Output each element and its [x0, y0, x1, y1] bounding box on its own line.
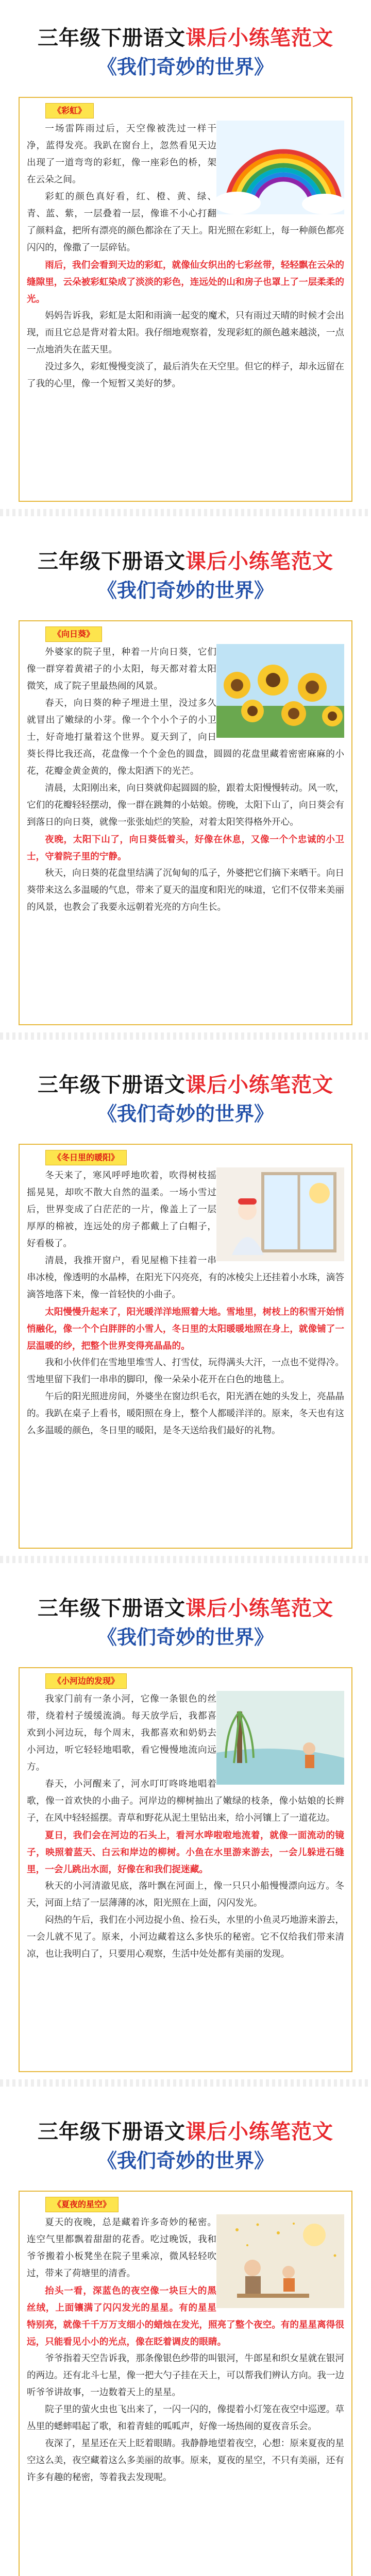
header-grade: 三年级下册语文: [38, 2120, 185, 2144]
essay-title-badge: 《夏夜的星空》: [45, 2197, 119, 2212]
header-type: 课后小练笔范文: [185, 549, 333, 573]
paragraph-1: 冬天来了，寒风呼呼地吹着，吹得树枝摇摇晃晃，却吹不散大自然的温柔。一场小雪过后，世界变成了白茫茫的一片，像盖上了一层厚厚的棉被，连远处的房子都戴上了白帽子，好看极了。: [27, 1171, 216, 1249]
paragraph-3: 太阳慢慢升起来了，阳光暖洋洋地照着大地。雪地里，树枝上的积雪开始悄悄融化，像一个个白胖胖的小雪人，冬日里的太阳暖暖地照在身上，就像铺了一层温暖的纱，把整个世界变得亮晶晶的。: [27, 1307, 344, 1351]
header-grade: 三年级下册语文: [38, 1073, 185, 1097]
paragraph-5: 没过多久，彩虹慢慢变淡了，最后消失在天空里。但它的样子，却永远留在了我的心里，像一个短暂又美好的梦。: [27, 362, 344, 389]
rainbow-illustration: [216, 121, 344, 214]
paragraph-3: 清晨，太阳刚出来，向日葵就仰起圆圆的脸，跟着太阳慢慢转动。风一吹，它们的花瓣轻轻摆动，像一群在跳舞的小姑娘。傍晚，太阳下山了，向日葵会有到落日的向日葵，就像一张张灿烂的笑脸，对着太阳笑得格外开心。: [27, 783, 344, 827]
paragraph-2: 清晨，我推开窗户，看见屋檐下挂着一串串冰棱，像透明的水晶棒，在阳光下闪亮亮，有的冰棱尖上还挂着小水珠，滴答滴答地落下来，像一首轻快的小曲子。: [27, 1256, 344, 1300]
essay-card: [19, 1144, 352, 1549]
paragraph-4: 妈妈告诉我，彩虹是太阳和雨滴一起变的魔术，只有雨过天晴的时候才会出现，而且它总是背对着太阳。我仔细地观察着，发现彩虹的颜色越来越淡，一点一点地消失在蓝天里。: [27, 311, 344, 355]
essay-title-badge: 《小河边的发现》: [45, 1673, 127, 1689]
paragraph-1: 我家门前有一条小河，它像一条银色的丝带，绕着村子缓缓流淌。每天放学后，我都喜欢到小河边玩，每个周末，我都喜欢和奶奶去小河边，听它轻轻地唱歌，看它慢慢地流向远方。: [27, 1694, 216, 1772]
paragraph-4: 院子里的萤火虫也飞出来了，一闪一闪的，像提着小灯笼在夜空中巡逻。草丛里的蟋蟀唱起了歌，和着青蛙的呱呱声，好像一场热闹的夏夜音乐会。: [27, 2404, 344, 2432]
essay-body: [27, 2214, 344, 2576]
paragraph-3: 爷爷指着天空告诉我，那条像银色纱带的叫银河，牛郎星和织女星就在银河的两边。还有北斗七星，像一把大勺子挂在天上，可以帮我们辨认方向。我一边听爷爷讲故事，一边数着天上的星星。: [27, 2353, 344, 2398]
paragraph-2: 彩虹的颜色真好看，红、橙、黄、绿、青、蓝、紫，一层叠着一层，像谁不小心打翻了颜料盒，把所有漂亮的颜色都涂在了天上。阳光照在彩虹上，每一种颜色都亮闪闪的，像撒了一层碎钻。: [27, 192, 344, 253]
paragraph-4: 夜晚，太阳下山了，向日葵低着头，好像在休息，又像一个个忠诚的小卫士，守着院子里的宁静。: [27, 834, 344, 862]
section-header: [0, 1072, 371, 1098]
paragraph-1: 一场雷阵雨过后，天空像被洗过一样干净，蓝得发亮。我趴在窗台上，忽然看见天边出现了一道弯弯的彩虹，像一座彩色的桥，架在云朵之间。: [27, 124, 216, 185]
essay-card: [19, 1667, 352, 2072]
header-grade: 三年级下册语文: [38, 26, 185, 50]
header-grade: 三年级下册语文: [38, 549, 185, 573]
paragraph-1: 外婆家的院子里，种着一片向日葵，它们像一群穿着黄裙子的小太阳，每天都对着太阳微笑，成了院子里最热闹的风景。: [27, 647, 216, 691]
paragraph-3: 雨后，我们会看到天边的彩虹，就像仙女织出的七彩丝带，轻轻飘在云朵的缝隙里，云朵被彩虹染成了淡淡的彩色，连远处的山和房子也罩上了一层柔柔的光。: [27, 260, 344, 304]
section-subtitle: 《我们奇妙的世界》: [97, 1625, 274, 1649]
paragraph-5: 闷热的午后，我们在小河边捉小鱼、捡石头，水里的小鱼灵巧地游来游去，一会儿就不见了。原来，小河边藏着这么多快乐的秘密。它不仅给我们带来清凉，也让我明白了，只要用心观察，生活中处处都有美丽的发现。: [27, 1915, 344, 1959]
essay-card: [19, 97, 352, 502]
paragraph-4: 秋天的小河清澈见底，落叶飘在河面上，像一只只小船慢慢漂向远方。冬天，河面上结了一层薄薄的冰，阳光照在上面，闪闪发光。: [27, 1881, 344, 1908]
essay-body: [27, 1167, 344, 1543]
essay-section-rainbow: [0, 0, 371, 516]
essay-title-badge: 《冬日里的暖阳》: [45, 1150, 127, 1165]
section-header: [0, 548, 371, 575]
section-subtitle: 《我们奇妙的世界》: [97, 1102, 274, 1125]
paragraph-2: 春天，向日葵的种子埋进土里，没过多久就冒出了嫩绿的小芽。像一个个小个子的小卫士，好奇地打量着这个世界。夏天到了，向日葵长得比我还高，花盘像一个个金色的圆盘，圆圆的花盘里藏着密密麻麻的小花，花瓣金黄金黄的，像太阳洒下的光芒。: [27, 698, 344, 776]
essay-body: [27, 1691, 344, 2066]
header-type: 课后小练笔范文: [185, 1596, 333, 1620]
header-grade: 三年级下册语文: [38, 1596, 185, 1620]
section-subtitle: 《我们奇妙的世界》: [97, 55, 274, 78]
paragraph-3: 夏日，我们会在河边的石头上，看河水哗啦啦地流着，就像一面流动的镜子，映照着蓝天、白云和岸边的柳树。小鱼在水里游来游去，一会儿躲进石缝里，一会儿跳出水面，好像在和我们捉迷藏。: [27, 1830, 344, 1875]
essay-section-river: [0, 1570, 371, 2087]
winter-window-illustration: [216, 1167, 344, 1261]
section-header: [0, 2119, 371, 2145]
essay-title-badge: 《彩虹》: [45, 103, 94, 118]
paragraph-2: 抬头一看，深蓝色的夜空像一块巨大的黑丝绒，上面镶满了闪闪发光的星星。有的星星特别亮，就像千千万万支细小的蜡烛在发光，照亮了整个夜空。有的星星离得很远，只能看见小小的光点，像在眨着调皮的眼睛。: [27, 2285, 344, 2347]
starry-night-illustration: [216, 2214, 344, 2308]
section-subtitle: 《我们奇妙的世界》: [97, 2149, 274, 2172]
essay-body: [27, 644, 344, 1019]
section-subtitle: 《我们奇妙的世界》: [97, 579, 274, 602]
header-type: 课后小练笔范文: [185, 26, 333, 50]
paragraph-5: 午后的阳光照进房间，外婆坐在窗边织毛衣，阳光洒在她的头发上，亮晶晶的。我趴在桌子上看书，暖阳照在身上，整个人都暖洋洋的。原来，冬天也有这么多温暖的颜色，冬日里的暖阳，是冬天送给我们最好的礼物。: [27, 1392, 344, 1436]
paragraph-4: 我和小伙伴们在雪地里堆雪人、打雪仗，玩得满头大汗，一点也不觉得冷。雪地里留下我们一串串的脚印，像一朵朵小花开在白色的地毯上。: [27, 1358, 344, 1385]
header-type: 课后小练笔范文: [185, 1073, 333, 1097]
paragraph-5: 秋天，向日葵的花盘里结满了沉甸甸的瓜子，外婆把它们摘下来晒干。向日葵带来这么多温暖的气息，带来了夏天的温度和阳光的味道，它们不仅带来美丽的风景，也教会了我要永远朝着光亮的方向生长。: [27, 868, 344, 912]
essay-section-sunflower: [0, 523, 371, 1040]
river-willow-illustration: [216, 1691, 344, 1785]
section-header: [0, 25, 371, 52]
sunflower-illustration: [216, 644, 344, 738]
paragraph-5: 夜深了，星星还在天上眨着眼睛。我静静地望着夜空，心想：原来夏夜的星空这么美，夜空藏着这么多美丽的故事。原来，夏夜的星空，不只有美丽，还有许多有趣的秘密，等着我去发现呢。: [27, 2438, 344, 2483]
paragraph-2: 春天，小河醒来了，河水叮叮咚咚地唱着歌，像一首欢快的小曲子。河岸边的柳树抽出了嫩绿的枝条，像小姑娘的长辫子，在风中轻轻摇摆。青草和野花从泥土里钻出来，给小河镶上了一道花边。: [27, 1779, 344, 1823]
header-type: 课后小练笔范文: [185, 2120, 333, 2144]
section-header: [0, 1595, 371, 1622]
essay-card: [19, 620, 352, 1025]
essay-section-summer-night: [0, 2094, 371, 2576]
paragraph-1: 夏天的夜晚，总是藏着许多奇妙的秘密。连空气里都飘着甜甜的花香。吃过晚饭，我和爷爷搬着小板凳坐在院子里乘凉，微风轻轻吹过，带来了荷塘里的清香。: [27, 2217, 216, 2279]
essay-title-badge: 《向日葵》: [45, 626, 102, 642]
essay-card: [19, 2191, 352, 2576]
essay-section-winter-sun: [0, 1047, 371, 1563]
essay-body: [27, 121, 344, 496]
